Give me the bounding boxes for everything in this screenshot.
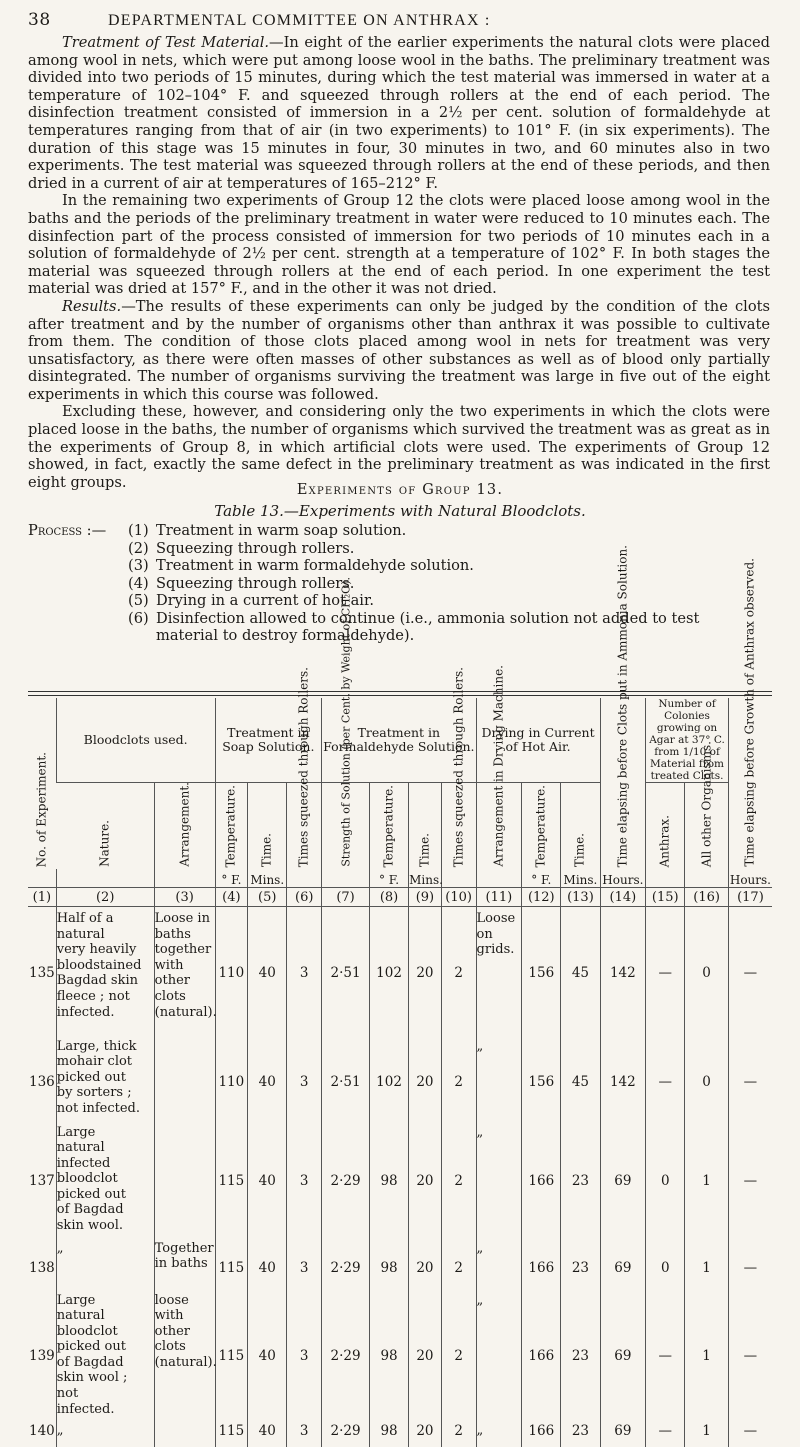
paragraph-text: Excluding these, however, and considering only the two experiments in which the clots were placed loose in the baths, the number of organisms which survived the treatment was as great as in the experiments of Group 8, in which artificial clots were used. The experiments of Group 12 showed, in fact, exactly the same defect in the preliminary treatment as was indicated in the first eight groups.	[28, 403, 770, 491]
col-header	[476, 665, 522, 870]
cell-soap_temp: 115	[215, 1419, 248, 1447]
cell-dry_time: 23	[561, 1419, 600, 1447]
nature-line: Bagdad skin	[56, 973, 138, 989]
unit-label	[28, 869, 56, 888]
cell-growth: —	[728, 1289, 772, 1419]
col-header-text: Time elapsing before Growth of Anthrax observed.	[742, 558, 757, 867]
cell-anthrax: —	[646, 1035, 685, 1121]
column-number: (2)	[56, 888, 154, 907]
cell-form_time: 20	[409, 1121, 442, 1237]
cell-elapse: 69	[600, 1121, 646, 1237]
col-header	[154, 783, 215, 870]
cell-form_time: 20	[409, 1035, 442, 1121]
cell-form_sq: 2	[441, 1237, 476, 1289]
dry_arr-line: „	[476, 1124, 484, 1140]
unit-label	[685, 869, 729, 888]
process-step-text: Squeezing through rollers.	[156, 574, 355, 592]
nature-line: Large	[56, 1124, 96, 1140]
nature-line: bloodclot	[56, 1171, 118, 1187]
cell-growth: —	[728, 1035, 772, 1121]
col-header-text: Nature.	[97, 820, 112, 867]
cell-growth: —	[728, 907, 772, 1035]
col-header	[369, 783, 408, 870]
cell-dry_time: 45	[561, 1035, 600, 1121]
process-step-text: Treatment in warm formaldehyde solution.	[156, 557, 474, 574]
unit-label	[56, 869, 154, 888]
column-number: (7)	[322, 888, 370, 907]
cell-no: 138	[28, 1259, 55, 1276]
process-step	[28, 575, 770, 593]
cell-soap_time: 40	[248, 907, 287, 1035]
nature-line: natural	[56, 1140, 105, 1156]
cell-soap_sq: 3	[287, 1121, 322, 1237]
nature-line: picked out	[56, 1339, 126, 1355]
cell-dry_arr	[476, 1419, 522, 1447]
cell-form_sq: 2	[441, 907, 476, 1035]
arrangement-line: (natural).	[154, 1354, 217, 1370]
column-number: (12)	[522, 888, 561, 907]
cell-soap_sq: 3	[287, 1035, 322, 1121]
group-header-colonies: Number of Colonies growing on Agar at 37° C. from 1/10 of Material from treated Clots.	[646, 698, 729, 783]
nature-line: of Bagdad	[56, 1202, 124, 1218]
unit-label	[322, 869, 370, 888]
col-header-text: Time.	[417, 832, 432, 867]
process-step	[28, 610, 770, 628]
dry_arr-line: on	[476, 926, 493, 942]
col-header	[441, 666, 476, 870]
nature-line: bloodclot	[56, 1323, 118, 1339]
nature-line: natural	[56, 926, 105, 942]
column-number: (4)	[215, 888, 248, 907]
cell-form_temp: 98	[369, 1121, 408, 1237]
cell-arrangement	[154, 1035, 215, 1121]
cell-form_sq: 2	[441, 1035, 476, 1121]
paragraph	[28, 298, 770, 404]
col-header-text: All other Organisms.	[699, 740, 714, 867]
group-header-drying: Drying in Current of Hot Air.	[476, 698, 600, 783]
cell-anthrax: —	[646, 907, 685, 1035]
arrangement-line: Together	[154, 1240, 214, 1256]
cell-form_temp: 98	[369, 1237, 408, 1289]
paragraph-text: —The results of these experiments can only be judged by the condition of the clots after treatment and by the number of organisms other than anthrax it was possible to cultivate from them. The condition of those clots placed among wool in nets for treatment was very unsatisfactory, as there were often masses of other substances as well as of blood only partially disintegrated. The number of organisms surviving the treatment was large in five out of the eight experiments in which this course was followed.	[28, 297, 770, 403]
column-number: (13)	[561, 888, 600, 907]
cell-nature	[56, 1419, 154, 1447]
column-number: (11)	[476, 888, 522, 907]
cell-form_time: 20	[409, 1419, 442, 1447]
column-number: (14)	[600, 888, 646, 907]
col-header-text: Temperature.	[381, 784, 396, 867]
cell-dry_temp: 166	[522, 1237, 561, 1289]
cell-anthrax: 0	[646, 1121, 685, 1237]
nature-line: Large	[56, 1292, 96, 1308]
nature-line: bloodstained	[56, 957, 142, 973]
col-header-text: Arrangement.	[177, 782, 192, 867]
cell-form_time: 20	[409, 1289, 442, 1419]
cell-dry_temp: 156	[522, 907, 561, 1035]
group-header-bloodclots: Bloodclots used.	[56, 698, 215, 783]
col-header	[215, 783, 248, 870]
cell-other: 1	[685, 1121, 729, 1237]
dry_arr-line: „	[476, 1038, 484, 1054]
col-header	[728, 558, 772, 869]
cell-anthrax: —	[646, 1419, 685, 1447]
unit-label: Mins.	[409, 869, 442, 888]
cell-elapse: 69	[600, 1237, 646, 1289]
cell-arrangement	[154, 1121, 215, 1237]
paragraph-lead: Treatment of Test Material.	[62, 34, 270, 51]
cell-other: 1	[685, 1289, 729, 1419]
cell-form_temp: 98	[369, 1289, 408, 1419]
process-step-number: (5)	[128, 592, 149, 609]
process-step	[28, 557, 770, 575]
cell-strength: 2·29	[322, 1237, 370, 1289]
table-row	[28, 1121, 772, 1237]
arrangement-line: in baths	[154, 1256, 208, 1272]
nature-line: of Bagdad	[56, 1354, 124, 1370]
cell-nature	[56, 1035, 154, 1121]
col-header-text: Strength of Solution (per Cent. by Weight of CH₂O).	[339, 577, 353, 867]
cell-other: 1	[685, 1419, 729, 1447]
nature-line: by sorters ;	[56, 1085, 132, 1101]
nature-line: „	[56, 1422, 64, 1438]
cell-dry_temp: 156	[522, 1035, 561, 1121]
cell-form_time: 20	[409, 1237, 442, 1289]
cell-soap_sq: 3	[287, 907, 322, 1035]
arrangement-line: (natural).	[154, 1004, 217, 1020]
cell-soap_time: 40	[248, 1035, 287, 1121]
table-title: Table 13.—Experiments with Natural Bloodclots.	[214, 502, 586, 520]
cell-other: 0	[685, 907, 729, 1035]
col-header-text: Time.	[572, 832, 587, 867]
nature-line: Large, thick	[56, 1038, 137, 1054]
unit-label	[441, 869, 476, 888]
cell-arrangement	[154, 1289, 215, 1419]
col-header	[56, 783, 154, 870]
paragraph-text: —In eight of the earlier experiments the natural clots were placed among wool in nets, which were put among loose wool in the baths. The preliminary treatment was divided into two periods of 15 minutes, during which the test material was immersed in water at a temperature of 102–104° F. and squeezed through rollers at the end of each period. The disinfection treatment consisted of immersion in a 2½ per cent. solution of formaldehyde at temperatures ranging from that of air (in two experiments) to 101° F. (in six experiments). The duration of this stage was 15 minutes in four, 30 minutes in two, and 60 minutes also in two experiments. The test material was squeezed through rollers at the end of these periods, and then dried in a current of air at temperatures of 165–212° F.	[28, 34, 770, 192]
process-label	[28, 540, 128, 558]
cell-dry_time: 45	[561, 907, 600, 1035]
col-header	[600, 544, 646, 869]
cell-nature	[56, 1121, 154, 1237]
unit-label: ° F.	[369, 869, 408, 888]
cell-strength: 2·29	[322, 1121, 370, 1237]
process-continuation: material to destroy formaldehyde).	[156, 627, 415, 644]
unit-label	[646, 869, 685, 888]
cell-soap_time: 40	[248, 1121, 287, 1237]
cell-dry_time: 23	[561, 1121, 600, 1237]
cell-dry_temp: 166	[522, 1419, 561, 1447]
col-header	[522, 783, 561, 870]
cell-form_time: 20	[409, 907, 442, 1035]
col-header	[685, 740, 729, 870]
cell-soap_time: 40	[248, 1419, 287, 1447]
cell-elapse: 142	[600, 907, 646, 1035]
nature-line: not	[56, 1386, 79, 1402]
nature-line: Half of a	[56, 911, 114, 926]
cell-growth: —	[728, 1237, 772, 1289]
nature-line: skin wool ;	[56, 1370, 128, 1386]
cell-soap_temp: 115	[215, 1289, 248, 1419]
dry_arr-line: „	[476, 1240, 484, 1256]
column-number: (15)	[646, 888, 685, 907]
arrangement-line: clots	[154, 988, 186, 1004]
cell-soap_temp: 115	[215, 1237, 248, 1289]
column-number: (6)	[287, 888, 322, 907]
paragraph	[28, 192, 770, 298]
cell-anthrax: —	[646, 1289, 685, 1419]
process-step-text: Squeezing through rollers.	[156, 539, 355, 557]
cell-dry_arr	[476, 907, 522, 1035]
cell-no: 135	[28, 965, 55, 981]
nature-line: infected.	[56, 1004, 115, 1020]
cell-elapse: 69	[600, 1419, 646, 1447]
column-number: (16)	[685, 888, 729, 907]
table-row	[28, 1289, 772, 1419]
page-number: 38	[28, 10, 51, 30]
cell-arrangement	[154, 907, 215, 1035]
cell-no: 139	[28, 1347, 55, 1364]
nature-line: fleece ; not	[56, 988, 130, 1004]
nature-line: „	[56, 1240, 64, 1256]
arrangement-line: together	[154, 942, 212, 958]
cell-no: 137	[28, 1172, 55, 1189]
cell-elapse: 69	[600, 1289, 646, 1419]
cell-dry_arr	[476, 1121, 522, 1237]
col-header	[561, 783, 600, 870]
table-row	[28, 1035, 772, 1121]
table-row	[28, 1419, 772, 1447]
col-header-text: Arrangement in Drying Machine.	[491, 665, 506, 867]
unit-label	[287, 869, 322, 888]
cell-other: 1	[685, 1237, 729, 1289]
cell-nature	[56, 907, 154, 1035]
paragraph	[28, 403, 770, 491]
nature-line: not infected.	[56, 1100, 141, 1116]
col-header-text: Time.	[259, 832, 274, 867]
cell-no: 140	[28, 1422, 55, 1439]
cell-form_temp: 98	[369, 1419, 408, 1447]
process-step-number: (6)	[128, 609, 149, 627]
cell-soap_time: 40	[248, 1237, 287, 1289]
col-header-text: Time elapsing before Clots put in Ammonia Solution.	[615, 544, 630, 867]
paragraph	[28, 34, 770, 192]
cell-nature	[56, 1289, 154, 1419]
column-number: (9)	[409, 888, 442, 907]
paragraph-text: In the remaining two experiments of Group 12 the clots were placed loose among wool in the baths and the periods of the preliminary treatment in water were reduced to 10 minutes each. The disinfection part of the process consisted of immersion for two periods of 10 minutes each in a solution of formaldehyde of 2½ per cent. strength at a temperature of 102° F. In both stages the material was squeezed through rollers at the end of each period. In one experiment the test material was dried at 157° F., and in the other it was not dried.	[28, 192, 770, 298]
process-step-number: (2)	[128, 539, 149, 557]
arrangement-line: Loose in	[154, 911, 210, 926]
cell-dry_arr	[476, 1289, 522, 1419]
arrangement-line: baths	[154, 926, 191, 942]
cell-dry_arr	[476, 1035, 522, 1121]
cell-dry_temp: 166	[522, 1121, 561, 1237]
cell-dry_time: 23	[561, 1289, 600, 1419]
nature-line: natural	[56, 1308, 105, 1324]
table-row	[28, 907, 772, 1035]
cell-strength: 2·51	[322, 907, 370, 1035]
group-header-formaldehyde: Treatment in Formaldehyde Solution.	[322, 698, 476, 783]
nature-line: skin wool.	[56, 1218, 124, 1234]
nature-line: mohair clot	[56, 1054, 133, 1070]
nature-line: very heavily	[56, 942, 137, 958]
col-header-text: Temperature.	[533, 784, 548, 867]
col-header-text: No. of Experiment.	[34, 751, 49, 867]
dry_arr-line: „	[476, 1292, 484, 1308]
column-number: (17)	[728, 888, 772, 907]
process-step-number: (1)	[128, 522, 149, 539]
cell-arrangement	[154, 1237, 215, 1289]
cell-strength: 2·29	[322, 1289, 370, 1419]
cell-dry_temp: 166	[522, 1289, 561, 1419]
unit-label	[154, 869, 215, 888]
nature-line: picked out	[56, 1186, 126, 1202]
nature-line: infected.	[56, 1401, 115, 1417]
process-step	[28, 592, 770, 610]
arrangement-line: loose with	[154, 1292, 189, 1324]
col-header-text: Times squeezed through Rollers.	[296, 666, 311, 867]
unit-label	[476, 869, 522, 888]
cell-soap_sq: 3	[287, 1237, 322, 1289]
unit-label: Mins.	[561, 869, 600, 888]
cell-form_sq: 2	[441, 1419, 476, 1447]
dry_arr-line: „	[476, 1422, 484, 1438]
process-label: Process :—	[28, 522, 107, 539]
col-header-text: Anthrax.	[657, 814, 672, 867]
body-text	[28, 34, 770, 491]
process-label	[28, 592, 128, 610]
table-row	[28, 1237, 772, 1289]
cell-soap_temp: 110	[215, 907, 248, 1035]
column-number: (10)	[441, 888, 476, 907]
cell-soap_sq: 3	[287, 1289, 322, 1419]
cell-dry_time: 23	[561, 1237, 600, 1289]
group-title: Experiments of Group 13.	[296, 482, 504, 498]
nature-line: picked out	[56, 1069, 126, 1085]
process-label	[28, 557, 128, 575]
process-step-number: (4)	[128, 574, 149, 592]
col-header	[409, 783, 442, 870]
table-top-rule	[28, 691, 772, 692]
process-label	[28, 575, 128, 593]
running-head-title: DEPARTMENTAL COMMITTEE ON ANTHRAX :	[108, 12, 491, 29]
unit-label: Mins.	[248, 869, 287, 888]
arrangement-line: other clots	[154, 1323, 190, 1355]
table-top-rule-2	[28, 695, 772, 696]
col-header	[646, 783, 685, 870]
cell-soap_sq: 3	[287, 1419, 322, 1447]
cell-strength: 2·29	[322, 1419, 370, 1447]
col-header-text: Times squeezed through Rollers.	[451, 666, 466, 867]
column-number: (1)	[28, 888, 56, 907]
process-step-text: Treatment in warm soap solution.	[156, 522, 407, 539]
cell-no: 136	[28, 1073, 55, 1090]
col-header	[322, 577, 370, 870]
arrangement-line: with other	[154, 957, 190, 989]
dry_arr-line: grids.	[476, 942, 515, 958]
cell-form_temp: 102	[369, 1035, 408, 1121]
cell-strength: 2·51	[322, 1035, 370, 1121]
unit-label: Hours.	[600, 869, 646, 888]
cell-dry_arr	[476, 1237, 522, 1289]
unit-label: Hours.	[728, 869, 772, 888]
cell-form_temp: 102	[369, 907, 408, 1035]
cell-form_sq: 2	[441, 1121, 476, 1237]
col-header-text: Temperature.	[223, 784, 238, 867]
column-number: (5)	[248, 888, 287, 907]
cell-form_sq: 2	[441, 1289, 476, 1419]
cell-soap_temp: 110	[215, 1035, 248, 1121]
process-step-text: Drying in a current of hot air.	[156, 592, 374, 609]
cell-growth: —	[728, 1121, 772, 1237]
column-number: (3)	[154, 888, 215, 907]
nature-line: infected	[56, 1155, 111, 1171]
unit-label: ° F.	[215, 869, 248, 888]
cell-other: 0	[685, 1035, 729, 1121]
paragraph-lead: Results.	[62, 297, 122, 315]
cell-elapse: 142	[600, 1035, 646, 1121]
unit-label: ° F.	[522, 869, 561, 888]
cell-soap_time: 40	[248, 1289, 287, 1419]
col-header	[28, 698, 56, 869]
process-list	[28, 522, 770, 645]
col-header	[248, 783, 287, 870]
running-header	[28, 10, 772, 30]
cell-soap_temp: 115	[215, 1121, 248, 1237]
process-step	[28, 522, 770, 540]
cell-anthrax: 0	[646, 1237, 685, 1289]
process-label	[28, 610, 128, 628]
process-step-number: (3)	[128, 557, 149, 574]
cell-growth: —	[728, 1419, 772, 1447]
cell-nature	[56, 1237, 154, 1289]
group-header-soap: Treatment in Soap Solution.	[215, 698, 322, 783]
col-header	[287, 666, 322, 870]
cell-arrangement	[154, 1419, 215, 1447]
column-number: (8)	[369, 888, 408, 907]
process-step	[28, 540, 770, 558]
process-step-text: Disinfection allowed to continue (i.e., ammonia solution not added to test	[156, 609, 700, 627]
dry_arr-line: Loose	[476, 911, 516, 926]
